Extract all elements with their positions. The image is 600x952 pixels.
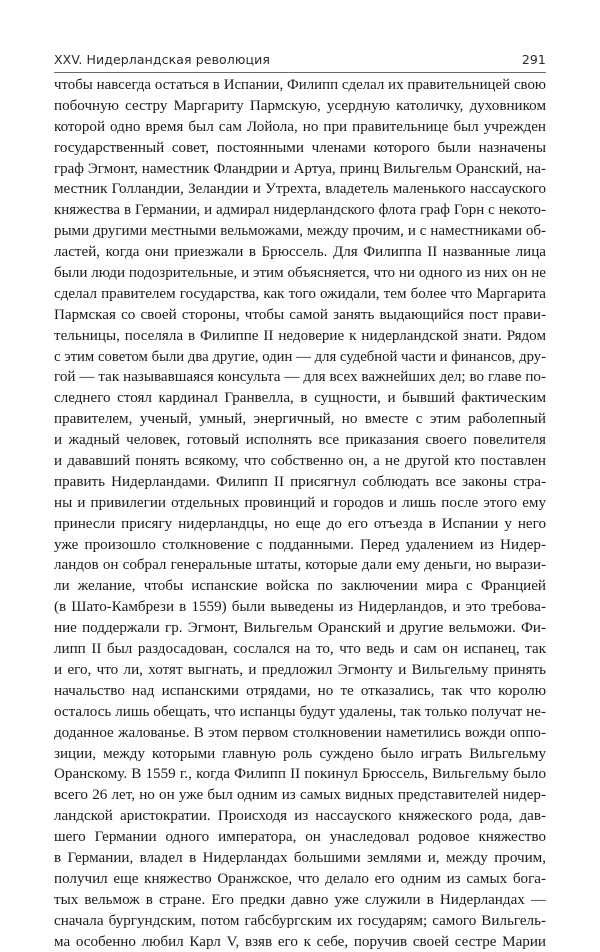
text-line: правителем, ученый, умный, энергичный, но вместе с этим раболепный <box>54 411 546 428</box>
text-line: доданное жалованье. В этом первом столкновении наметились вожди оппо- <box>54 724 546 741</box>
text-line: местник Голландии, Зеландии и Утрехта, владетель маленького нассауского <box>54 181 546 198</box>
text-line: ли желание, чтобы испанские войска по заключении мира с Францией <box>54 578 546 595</box>
text-line: были люди подозрительные, и этим объясняется, что ни одного из них он не <box>54 265 546 282</box>
page-number: 291 <box>521 52 546 67</box>
text-line: всего 26 лет, но он уже был одним из самых видных представителей нидер- <box>54 787 546 804</box>
text-line: осталось лишь обещать, что испанцы будут удалены, так только получат не- <box>54 703 546 720</box>
running-head <box>54 52 546 72</box>
text-line: с этим советом были два другие, один — для судебной части и финансов, дру- <box>54 348 546 365</box>
text-line: государственный совет, постоянными членами которого были назначены <box>54 139 546 156</box>
text-line: в Германии, владел в Нидерландах большими землями и, между прочим, <box>54 849 546 866</box>
text-line: ландов он собрал генеральные штаты, которые дали ему деньги, но вырази- <box>54 557 546 574</box>
text-line: побочную сестру Маргариту Пармскую, усердную католичку, духовником <box>54 97 546 114</box>
chapter-title: XXV. Нидерландская революция <box>54 52 270 67</box>
text-line: ма особенно любил Карл V, взяв его к себе, поручив своей сестре Марии <box>54 933 546 950</box>
text-line: ние поддержали гр. Эгмонт, Вильгельм Оранский и другие вельможи. Фи- <box>54 620 546 637</box>
text-line: которой одно время был сам Лойола, но при правительнице был учрежден <box>54 118 546 135</box>
text-line: принесли присягу нидерландцы, но еще до его отъезда в Испании у него <box>54 515 546 532</box>
text-line: Оранскому. В 1559 г., когда Филипп II покинул Брюссель, Вильгельму было <box>54 766 546 783</box>
text-line: и его, что ли, хотят выгнать, и предложил Эгмонту и Вильгельму принять <box>54 661 546 678</box>
text-line: следнего стоял кардинал Гранвелла, в сущности, и бывший фактическим <box>54 390 546 407</box>
text-line: уже произошло столкновение с подданными. Перед удалением из Нидер- <box>54 536 546 553</box>
text-line: (в Шато-Камбрези в 1559) были выведены из Нидерландов, и это требова- <box>54 599 546 616</box>
text-line: ландской аристократии. Происходя из нассауского княжеского рода, дав- <box>54 808 546 825</box>
text-line: Пармская со своей стороны, чтобы самой занять выдающийся пост прави- <box>54 306 546 323</box>
body-text <box>54 75 546 952</box>
text-line: княжества в Германии, и адмирал нидерландского флота граф Горн с некото- <box>54 202 546 219</box>
text-line: граф Эгмонт, наместник Фландрии и Артуа, принц Вильгельм Оранский, на- <box>54 160 546 177</box>
text-line: получил еще княжество Оранжское, что делало его одним из самых бога- <box>54 870 546 887</box>
text-line: сделал правителем государства, как того ожидали, тем более что Маргарита <box>54 285 546 302</box>
text-line: липп II был раздосадован, сослался на то, что ведь и сам он испанец, так <box>54 641 546 658</box>
text-line: ны и привилегии отдельных провинций и городов и лишь после этого ему <box>54 494 546 511</box>
text-line: сначала бургундским, потом габсбургским их государям; самого Вильгель- <box>54 912 546 929</box>
text-line: править Нидерландами. Филипп II присягнул соблюдать все законы стра- <box>54 473 546 490</box>
text-line: тых вельмож в стране. Его предки давно уже служили в Нидерландах — <box>54 891 546 908</box>
text-line: рыми другими местными вельможами, между прочим, и с наместниками об- <box>54 223 546 240</box>
text-line: начальство над испанскими отрядами, но те отказались, так что королю <box>54 682 546 699</box>
text-line: и дававший понять всякому, что собственно он, а не другой кто поставлен <box>54 453 546 470</box>
text-line: гой — так называвшаяся консульта — для всех важнейших дел; во главе по- <box>54 369 546 386</box>
text-line: шего Германии одного императора, он унаследовал родовое княжество <box>54 829 546 846</box>
text-line: чтобы навсегда остаться в Испании, Филипп сделал их правительницей свою <box>54 77 546 93</box>
text-line: тельницы, поселяла в Филиппе II недоверие к нидерландской знати. Рядом <box>54 327 546 344</box>
text-line: ластей, когда они приезжали в Брюссель. Для Филиппа II названные лица <box>54 244 546 261</box>
header-rule <box>54 72 546 73</box>
text-line: и жадный человек, готовый исполнять все приказания своего повелителя <box>54 432 546 449</box>
text-line: зиции, между которыми главную роль суждено было играть Вильгельму <box>54 745 546 762</box>
